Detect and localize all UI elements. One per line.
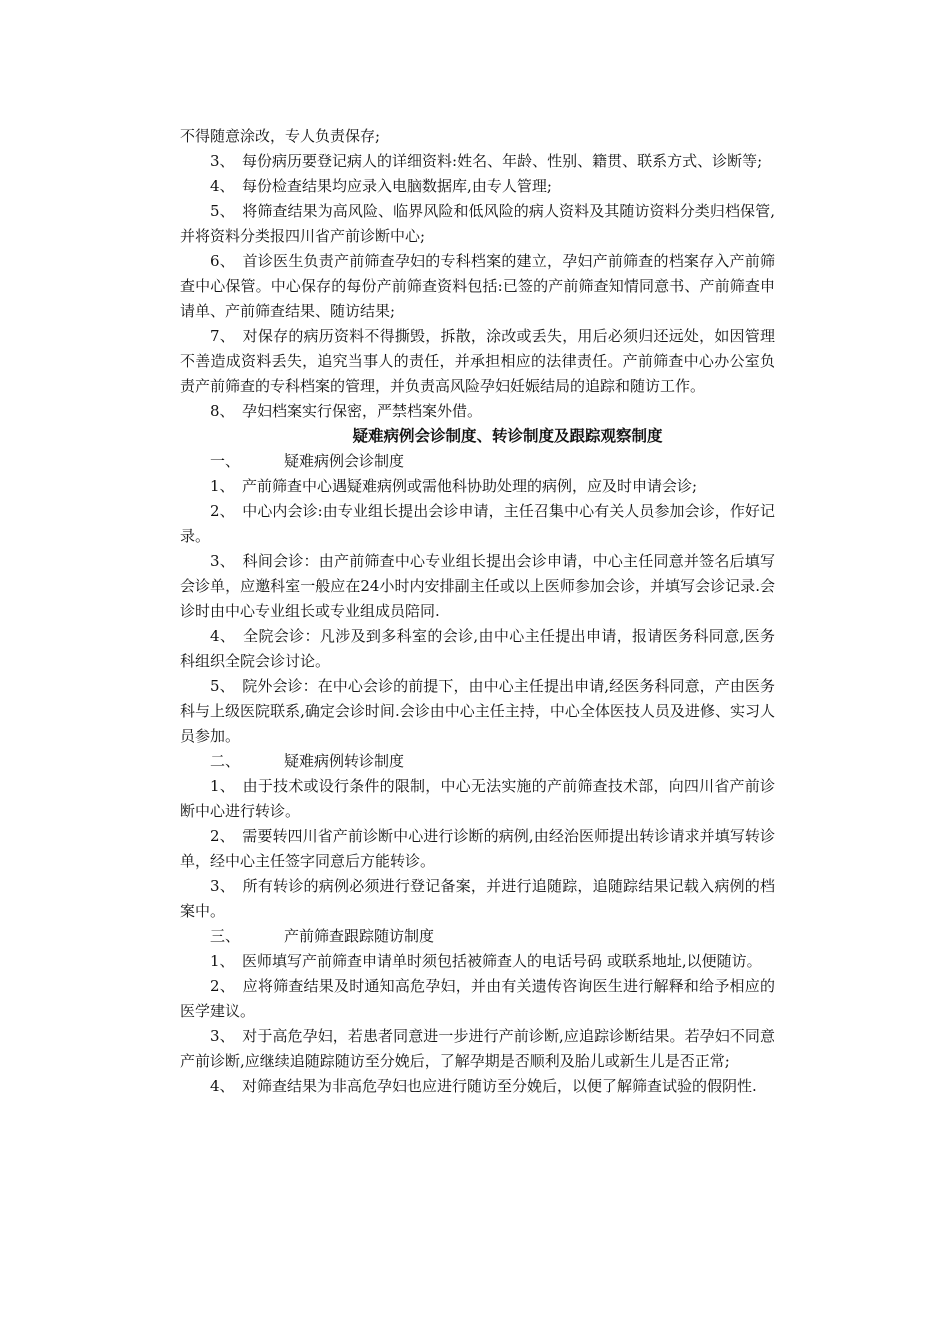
consultation-item-2: 2、 中心内会诊:由专业组长提出会诊申请，主任召集中心有关人员参加会诊，作好记录。	[180, 502, 775, 545]
paragraph-item-6: 6、 首诊医生负责产前筛查孕妇的专科档案的建立，孕妇产前筛查的档案存入产前筛查中心保管。中心保存的每份产前筛查资料包括:已签的产前筛查知情同意书、产前筛查申请单、产前筛查结果、随访结果;	[180, 252, 775, 320]
followup-item-4: 4、 对筛查结果为非高危孕妇也应进行随访至分娩后，以便了解筛查试验的假阴性.	[210, 1077, 757, 1095]
section-number: 三、	[210, 927, 241, 945]
section-number: 二、	[210, 752, 241, 770]
paragraph-item-5: 5、 将筛查结果为高风险、临界风险和低风险的病人资料及其随访资料分类归档保管,并将资料分类报四川省产前诊断中心;	[180, 202, 775, 245]
referral-item-3: 3、 所有转诊的病例必须进行登记备案，并进行追随踪，追随踪结果记载入病例的档案中。	[180, 877, 775, 920]
consultation-item-4: 4、 全院会诊：凡涉及到多科室的会诊,由中心主任提出申请，报请医务科同意,医务科组织全院会诊讨论。	[180, 627, 775, 670]
referral-item-1: 1、 由于技术或设行条件的限制，中心无法实施的产前筛查技术部，向四川省产前诊断中心进行转诊。	[180, 777, 775, 820]
section-heading-referral	[180, 749, 775, 774]
section-heading-followup	[180, 924, 775, 949]
paragraph-item-7: 7、 对保存的病历资料不得撕毁，拆散，涂改或丢失，用后必须归还远处，如因管理不善造成资料丢失，追究当事人的责任，并承担相应的法律责任。产前筛查中心办公室负责产前筛查的专科档案的管理，并负责高风险孕妇妊娠结局的追踪和随访工作。	[180, 327, 775, 395]
section-heading-text: 产前筛查跟踪随访制度	[284, 927, 435, 945]
followup-item-1: 1、 医师填写产前筛查申请单时须包括被筛查人的电话号码 或联系地址,以便随访。	[210, 952, 762, 970]
document-body	[180, 124, 775, 1099]
paragraph-item-3: 3、 每份病历要登记病人的详细资料:姓名、年龄、性别、籍贯、联系方式、诊断等;	[210, 152, 763, 170]
paragraph-item-8: 8、 孕妇档案实行保密，严禁档案外借。	[210, 402, 483, 420]
paragraph-item-4: 4、 每份检查结果均应录入电脑数据库,由专人管理;	[210, 177, 552, 195]
section-number: 一、	[210, 452, 241, 470]
section-heading-text: 疑难病例转诊制度	[284, 752, 405, 770]
section-title: 疑难病例会诊制度、转诊制度及跟踪观察制度	[352, 427, 663, 445]
consultation-item-1: 1、 产前筛查中心遇疑难病例或需他科协助处理的病例，应及时申请会诊;	[210, 477, 698, 495]
consultation-item-3: 3、 科间会诊：由产前筛查中心专业组长提出会诊申请，中心主任同意并签名后填写会诊单，应邀科室一般应在24小时内安排副主任或以上医师参加会诊，并填写会诊记录.会诊时由中心专业组长或专业组成员陪同.	[180, 552, 775, 620]
followup-item-3: 3、 对于高危孕妇，若患者同意进一步进行产前诊断,应追踪诊断结果。若孕妇不同意产前诊断,应继续追随踪随访至分娩后，了解孕期是否顺利及胎儿或新生儿是否正常;	[180, 1027, 775, 1070]
paragraph-continued: 不得随意涂改，专人负责保存;	[180, 127, 381, 145]
section-heading-consultation	[180, 449, 775, 474]
referral-item-2: 2、 需要转四川省产前诊断中心进行诊断的病例,由经治医师提出转诊请求并填写转诊单，经中心主任签字同意后方能转诊。	[180, 827, 775, 870]
consultation-item-5: 5、 院外会诊：在中心会诊的前提下，由中心主任提出申请,经医务科同意，产由医务科与上级医院联系,确定会诊时间.会诊由中心主任主持，中心全体医技人员及进修、实习人员参加。	[180, 677, 775, 745]
followup-item-2: 2、 应将筛查结果及时通知高危孕妇，并由有关遗传咨询医生进行解释和给予相应的医学建议。	[180, 977, 775, 1020]
section-heading-text: 疑难病例会诊制度	[284, 452, 405, 470]
